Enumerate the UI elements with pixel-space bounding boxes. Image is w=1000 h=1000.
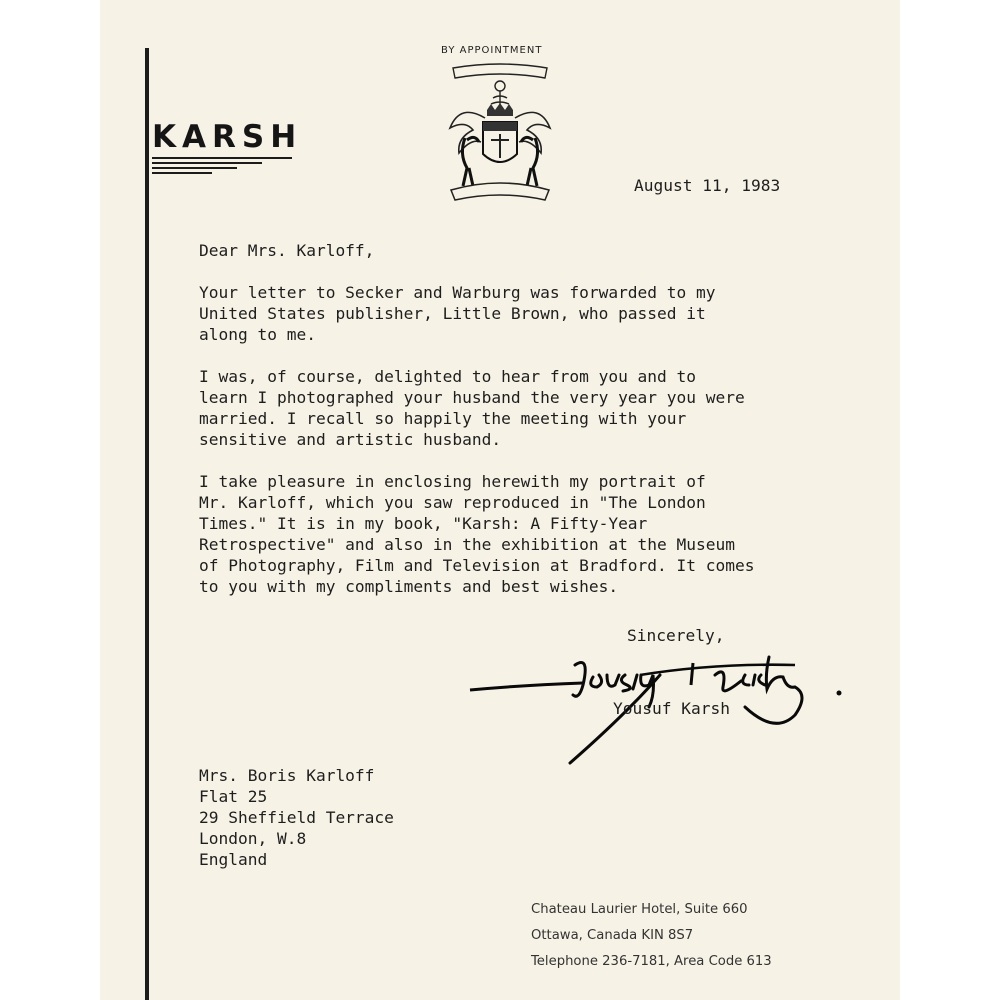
recipient-line: England (199, 850, 268, 869)
salutation: Dear Mrs. Karloff, (199, 241, 375, 260)
letter-body (199, 240, 839, 618)
recipient-line: London, W.8 (199, 829, 307, 848)
karsh-logo: KARSH (152, 119, 303, 155)
footer-address: Chateau Laurier Hotel, Suite 660 (531, 902, 748, 917)
closing: Sincerely, (627, 626, 725, 645)
recipient-address (199, 765, 394, 870)
footer-phone: Telephone 236-7181, Area Code 613 (531, 954, 772, 969)
paragraph-3: I take pleasure in enclosing herewith my portrait of Mr. Karloff, which you saw reproduced in "The London Times." It is in my book, "Karsh: A Fifty-Year Retrospective" and also in the exhibition at the Museum of Photography, Film and Television at Bradford. It comes to you with my compliments and best wishes. (199, 472, 755, 596)
recipient-line: Flat 25 (199, 787, 268, 806)
letterhead-footer (531, 897, 772, 975)
by-appointment-label: BY APPOINTMENT (441, 45, 543, 56)
paragraph-2: I was, of course, delighted to hear from you and to learn I photographed your husband the very year you were married. I recall so happily the meeting with your sensitive and artistic husband. (199, 367, 745, 449)
coat-of-arms-icon (445, 58, 555, 203)
letterhead-vertical-rule (145, 48, 149, 1000)
footer-city: Ottawa, Canada KIN 8S7 (531, 928, 694, 943)
signer-name: Yousuf Karsh (613, 699, 730, 718)
paragraph-1: Your letter to Secker and Warburg was forwarded to my United States publisher, Little Brown, who passed it along to me. (199, 283, 716, 344)
logo-underlines (152, 157, 292, 177)
letter-date: August 11, 1983 (634, 176, 781, 195)
recipient-line: Mrs. Boris Karloff (199, 766, 375, 785)
recipient-line: 29 Sheffield Terrace (199, 808, 394, 827)
